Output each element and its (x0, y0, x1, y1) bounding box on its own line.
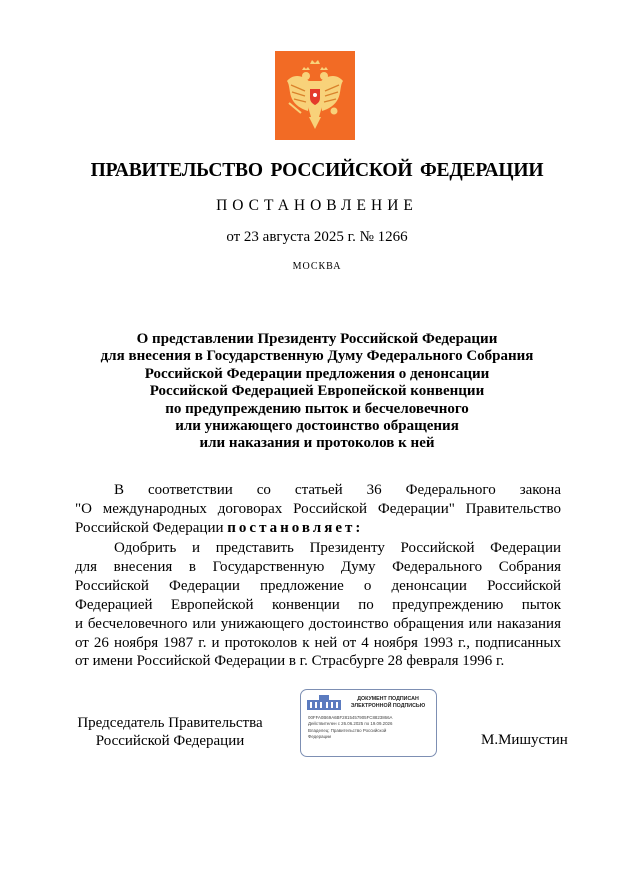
paragraph-line: для внесения в Государственную Думу Федерального Собрания (75, 558, 561, 575)
operative-paragraph (75, 539, 561, 671)
paragraph-text: Российской Федерации (75, 519, 228, 536)
paragraph-line (75, 519, 561, 538)
decree-keyword: постановляет: (227, 519, 364, 536)
paragraph-line: и бесчеловечного или унижающего достоинство обращения или наказания (75, 615, 561, 632)
document-title-line: Российской Федерацией Европейской конвенции (149, 383, 485, 400)
document-title-line: или наказания и протоколов к ней (199, 435, 435, 452)
stamp-details (308, 715, 392, 740)
preamble-paragraph (75, 481, 561, 538)
paragraph-line: "О международных договорах Российской Федерации" Правительство (75, 500, 561, 517)
paragraph-line: В соответствии со статьей 36 Федерального закона (114, 482, 561, 498)
document-title-line: или унижающего достоинство обращения (175, 418, 459, 435)
government-name: ПРАВИТЕЛЬСТВО РОССИЙСКОЙ ФЕДЕРАЦИИ (90, 160, 544, 181)
signatory-position-line: Российской Федерации (95, 733, 245, 750)
document-title (0, 331, 634, 453)
document-title-line: О представлении Президенту Российской Федерации (136, 331, 498, 347)
stamp-title-line: ДОКУМЕНТ ПОДПИСАН (357, 696, 419, 702)
document-city: МОСКВА (292, 261, 342, 272)
certificate-number: 00FFA0B69A6BF2815457905FC8823866A (308, 715, 393, 720)
signatory-position-line: Председатель Правительства (77, 715, 263, 731)
certificate-owner: Владелец: Правительство Российской (308, 727, 387, 733)
signatory-position (75, 714, 265, 751)
building-icon (307, 695, 341, 710)
stamp-title (343, 696, 433, 709)
certificate-owner: Федерации (308, 733, 331, 739)
document-title-line: Российской Федерации предложения о денонсации (144, 365, 490, 382)
paragraph-line: Одобрить и представить Президенту Российской Федерации (114, 540, 561, 556)
signatory-name: М.Мишустин (481, 732, 568, 748)
document-title-line: по предупреждению пыток и бесчеловечного (165, 400, 469, 417)
document-type: ПОСТАНОВЛЕНИЕ (216, 197, 418, 214)
paragraph-line: от имени Российской Федерации в г. Страсбурге 28 февраля 1996 г. (75, 653, 505, 670)
state-emblem-icon (275, 51, 355, 140)
paragraph-line: от 26 ноября 1987 г. и протоколов к ней от 4 ноября 1993 г., подписанных (75, 634, 561, 651)
paragraph-line: Федерацией Европейской конвенции по предупреждению пыток (75, 596, 561, 613)
document-title-line: для внесения в Государственную Думу Федерального Собрания (100, 348, 534, 365)
paragraph-line: Российской Федерации предложение о денонсации Российской (75, 577, 561, 594)
document-date-number: от 23 августа 2025 г. № 1266 (226, 229, 408, 245)
stamp-title-line: ЭЛЕКТРОННОЙ ПОДПИСЬЮ (350, 702, 426, 709)
certificate-validity: Действителен с 26.06.2025 по 19.09.2026 (308, 721, 393, 727)
electronic-signature-stamp (300, 689, 437, 757)
